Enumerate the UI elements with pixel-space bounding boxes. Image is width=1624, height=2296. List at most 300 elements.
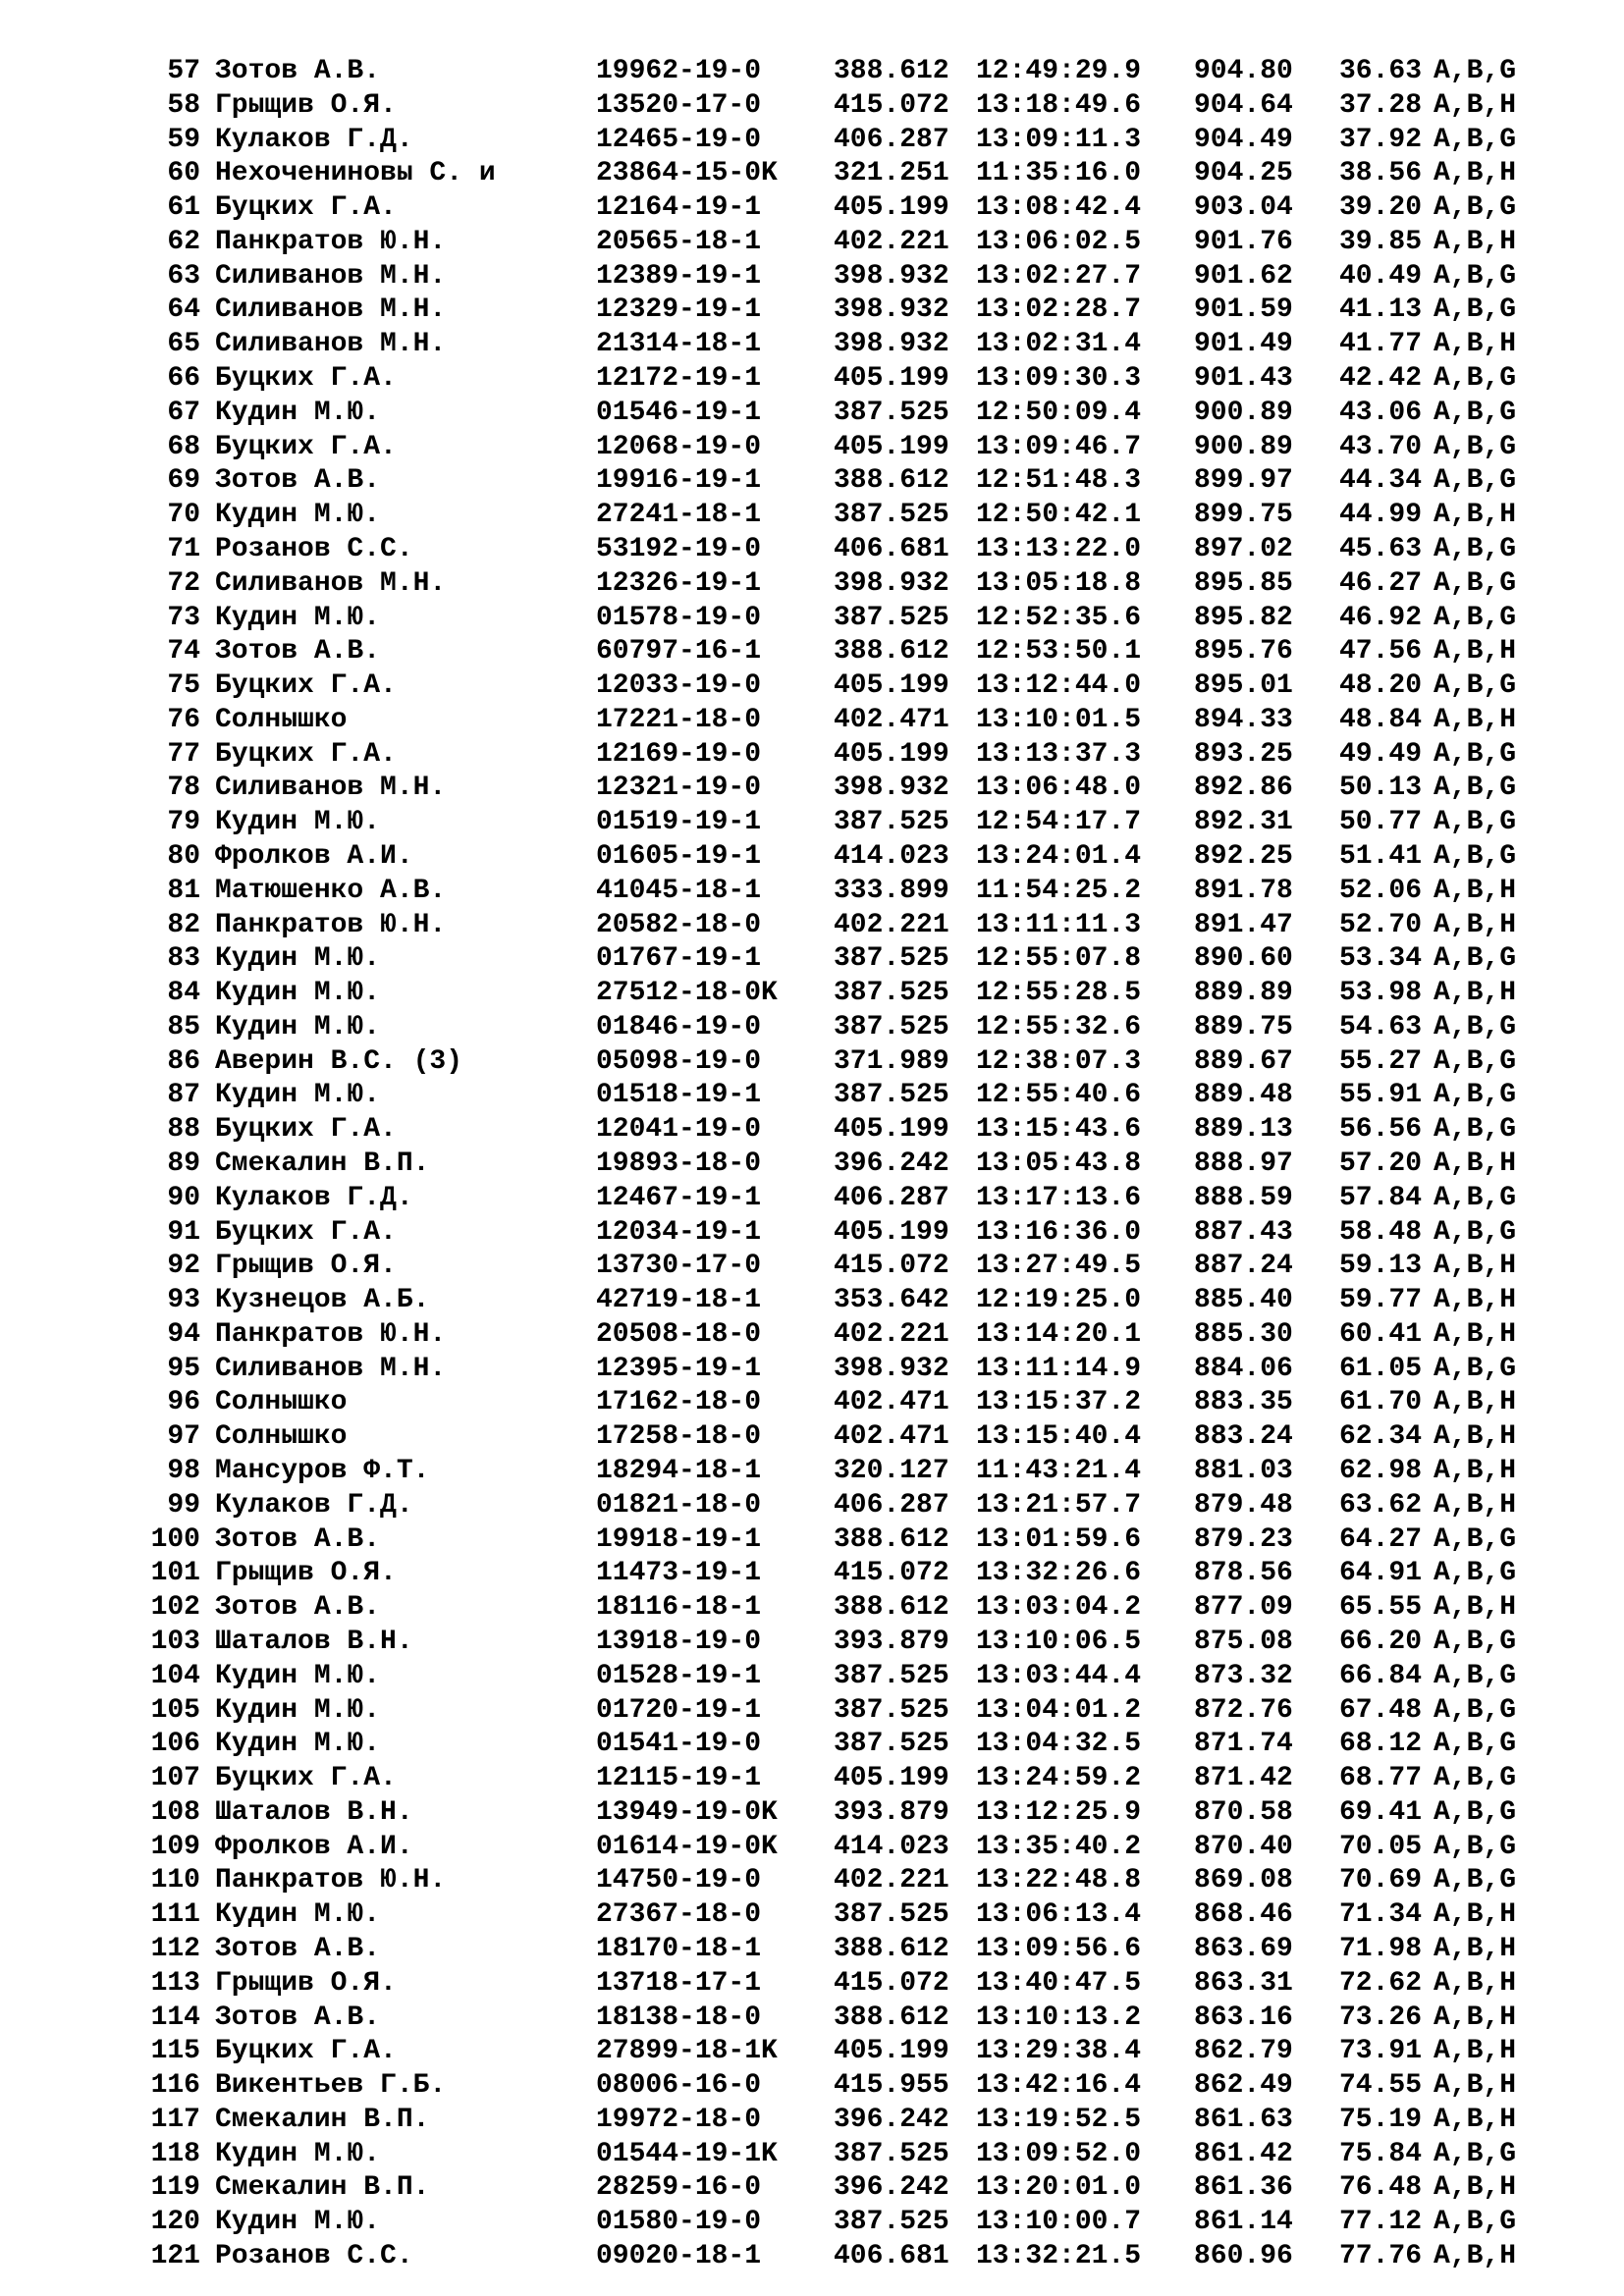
fancier-name-cell: Смекалин В.П. xyxy=(215,2104,430,2135)
place-cell: 87 xyxy=(167,1080,200,1111)
ring-number-cell: 12041-19-0 xyxy=(596,1114,762,1146)
arrival-time-cell: 13:11:11.3 xyxy=(976,909,1142,940)
speed-cell: 875.08 xyxy=(1194,1626,1293,1657)
table-row xyxy=(0,1762,1624,1796)
fancier-name-cell: Солнышко xyxy=(215,1421,348,1453)
table-row xyxy=(0,2138,1624,2172)
arrival-time-cell: 13:06:02.5 xyxy=(976,226,1142,257)
speed-cell: 901.59 xyxy=(1194,294,1293,326)
place-cell: 93 xyxy=(167,1285,200,1316)
table-row xyxy=(0,1967,1624,2002)
speed-cell: 889.67 xyxy=(1194,1045,1293,1077)
place-cell: 78 xyxy=(167,773,200,804)
table-row xyxy=(0,567,1624,602)
ring-number-cell: 13520-17-0 xyxy=(596,89,762,121)
ring-number-cell: 17258-18-0 xyxy=(596,1421,762,1453)
table-row xyxy=(0,1591,1624,1626)
points-cell: 41.77 xyxy=(1339,329,1423,360)
speed-cell: 863.31 xyxy=(1194,1967,1293,1999)
ring-number-cell: 14750-19-0 xyxy=(596,1865,762,1896)
speed-cell: 894.33 xyxy=(1194,704,1293,735)
ring-number-cell: 08006-16-0 xyxy=(596,2070,762,2102)
ring-number-cell: 12329-19-1 xyxy=(596,294,762,326)
fancier-name-cell: Смекалин В.П. xyxy=(215,1148,430,1179)
arrival-time-cell: 13:14:20.1 xyxy=(976,1318,1142,1350)
ring-number-cell: 27241-18-1 xyxy=(596,500,762,531)
category-cell: A,B,H xyxy=(1434,226,1517,257)
ring-number-cell: 12321-19-0 xyxy=(596,773,762,804)
speed-cell: 899.97 xyxy=(1194,465,1293,497)
table-row xyxy=(0,1557,1624,1591)
points-cell: 42.42 xyxy=(1339,363,1423,395)
fancier-name-cell: Буцких Г.А. xyxy=(215,363,397,395)
category-cell: A,B,G xyxy=(1434,670,1517,702)
table-row xyxy=(0,1864,1624,1898)
points-cell: 53.98 xyxy=(1339,978,1423,1009)
speed-cell: 883.35 xyxy=(1194,1387,1293,1418)
arrival-time-cell: 12:55:07.8 xyxy=(976,943,1142,975)
category-cell: A,B,G xyxy=(1434,56,1517,86)
table-row xyxy=(0,1148,1624,1182)
distance-cell: 402.221 xyxy=(834,1865,949,1896)
arrival-time-cell: 13:20:01.0 xyxy=(976,2172,1142,2204)
distance-cell: 405.199 xyxy=(834,192,949,224)
place-cell: 79 xyxy=(167,807,200,838)
points-cell: 37.28 xyxy=(1339,89,1423,121)
ring-number-cell: 19972-18-0 xyxy=(596,2104,762,2135)
fancier-name-cell: Кудин М.Ю. xyxy=(215,2138,381,2169)
ring-number-cell: 18294-18-1 xyxy=(596,1456,762,1487)
place-cell: 105 xyxy=(150,1694,200,1726)
arrival-time-cell: 12:49:29.9 xyxy=(976,56,1142,86)
speed-cell: 881.03 xyxy=(1194,1456,1293,1487)
arrival-time-cell: 13:35:40.2 xyxy=(976,1831,1142,1862)
ring-number-cell: 01767-19-1 xyxy=(596,943,762,975)
fancier-name-cell: Розанов С.С. xyxy=(215,2241,413,2271)
points-cell: 61.05 xyxy=(1339,1353,1423,1384)
points-cell: 37.92 xyxy=(1339,124,1423,155)
distance-cell: 415.955 xyxy=(834,2070,949,2102)
table-row xyxy=(0,1182,1624,1216)
category-cell: A,B,H xyxy=(1434,978,1517,1009)
fancier-name-cell: Буцких Г.А. xyxy=(215,1763,397,1794)
speed-cell: 885.40 xyxy=(1194,1285,1293,1316)
table-row xyxy=(0,977,1624,1011)
speed-cell: 887.43 xyxy=(1194,1216,1293,1248)
speed-cell: 863.16 xyxy=(1194,2002,1293,2033)
ring-number-cell: 20508-18-0 xyxy=(596,1318,762,1350)
arrival-time-cell: 13:05:43.8 xyxy=(976,1148,1142,1179)
arrival-time-cell: 13:06:13.4 xyxy=(976,1899,1142,1931)
place-cell: 99 xyxy=(167,1489,200,1521)
arrival-time-cell: 12:54:17.7 xyxy=(976,807,1142,838)
speed-cell: 884.06 xyxy=(1194,1353,1293,1384)
arrival-time-cell: 13:15:40.4 xyxy=(976,1421,1142,1453)
arrival-time-cell: 13:02:28.7 xyxy=(976,294,1142,326)
distance-cell: 402.221 xyxy=(834,226,949,257)
distance-cell: 388.612 xyxy=(834,56,949,86)
arrival-time-cell: 12:19:25.0 xyxy=(976,1285,1142,1316)
table-row xyxy=(0,1318,1624,1353)
category-cell: A,B,H xyxy=(1434,1933,1517,1964)
distance-cell: 388.612 xyxy=(834,636,949,667)
fancier-name-cell: Зотов А.В. xyxy=(215,1933,381,1964)
points-cell: 36.63 xyxy=(1339,56,1423,86)
category-cell: A,B,H xyxy=(1434,1592,1517,1624)
speed-cell: 900.89 xyxy=(1194,397,1293,428)
place-cell: 57 xyxy=(167,56,200,86)
fancier-name-cell: Буцких Г.А. xyxy=(215,1216,397,1248)
place-cell: 66 xyxy=(167,363,200,395)
category-cell: A,B,H xyxy=(1434,1318,1517,1350)
arrival-time-cell: 13:10:06.5 xyxy=(976,1626,1142,1657)
category-cell: A,B,G xyxy=(1434,1080,1517,1111)
points-cell: 49.49 xyxy=(1339,738,1423,770)
place-cell: 109 xyxy=(150,1831,200,1862)
speed-cell: 889.13 xyxy=(1194,1114,1293,1146)
distance-cell: 396.242 xyxy=(834,2172,949,2204)
distance-cell: 371.989 xyxy=(834,1045,949,1077)
place-cell: 116 xyxy=(150,2070,200,2102)
speed-cell: 862.79 xyxy=(1194,2036,1293,2067)
category-cell: A,B,H xyxy=(1434,1285,1517,1316)
distance-cell: 398.932 xyxy=(834,260,949,292)
points-cell: 69.41 xyxy=(1339,1796,1423,1828)
place-cell: 119 xyxy=(150,2172,200,2204)
category-cell: A,B,G xyxy=(1434,1216,1517,1248)
points-cell: 50.13 xyxy=(1339,773,1423,804)
arrival-time-cell: 13:10:01.5 xyxy=(976,704,1142,735)
place-cell: 118 xyxy=(150,2138,200,2169)
place-cell: 96 xyxy=(167,1387,200,1418)
ring-number-cell: 01546-19-1 xyxy=(596,397,762,428)
ring-number-cell: 12164-19-1 xyxy=(596,192,762,224)
table-row xyxy=(0,602,1624,636)
table-row xyxy=(0,1113,1624,1148)
fancier-name-cell: Кудин М.Ю. xyxy=(215,943,381,975)
fancier-name-cell: Смекалин В.П. xyxy=(215,2172,430,2204)
distance-cell: 415.072 xyxy=(834,1251,949,1282)
points-cell: 76.48 xyxy=(1339,2172,1423,2204)
place-cell: 115 xyxy=(150,2036,200,2067)
points-cell: 75.19 xyxy=(1339,2104,1423,2135)
arrival-time-cell: 13:02:27.7 xyxy=(976,260,1142,292)
category-cell: A,B,G xyxy=(1434,1694,1517,1726)
points-cell: 59.13 xyxy=(1339,1251,1423,1282)
speed-cell: 888.97 xyxy=(1194,1148,1293,1179)
place-cell: 107 xyxy=(150,1763,200,1794)
fancier-name-cell: Солнышко xyxy=(215,1387,348,1418)
place-cell: 70 xyxy=(167,500,200,531)
category-cell: A,B,G xyxy=(1434,260,1517,292)
fancier-name-cell: Панкратов Ю.Н. xyxy=(215,1865,447,1896)
category-cell: A,B,G xyxy=(1434,1011,1517,1042)
ring-number-cell: 13730-17-0 xyxy=(596,1251,762,1282)
speed-cell: 871.74 xyxy=(1194,1729,1293,1760)
fancier-name-cell: Кудин М.Ю. xyxy=(215,1080,381,1111)
fancier-name-cell: Кузнецов А.Б. xyxy=(215,1285,430,1316)
arrival-time-cell: 13:09:30.3 xyxy=(976,363,1142,395)
points-cell: 54.63 xyxy=(1339,1011,1423,1042)
table-row xyxy=(0,2171,1624,2206)
category-cell: A,B,G xyxy=(1434,1763,1517,1794)
category-cell: A,B,G xyxy=(1434,1831,1517,1862)
speed-cell: 861.63 xyxy=(1194,2104,1293,2135)
ring-number-cell: 19918-19-1 xyxy=(596,1523,762,1555)
arrival-time-cell: 13:21:57.7 xyxy=(976,1489,1142,1521)
ring-number-cell: 01528-19-1 xyxy=(596,1660,762,1691)
arrival-time-cell: 13:40:47.5 xyxy=(976,1967,1142,1999)
table-row xyxy=(0,1045,1624,1080)
place-cell: 121 xyxy=(150,2241,200,2271)
category-cell: A,B,H xyxy=(1434,909,1517,940)
distance-cell: 393.879 xyxy=(834,1796,949,1828)
ring-number-cell: 01578-19-0 xyxy=(596,602,762,633)
arrival-time-cell: 13:32:21.5 xyxy=(976,2241,1142,2271)
category-cell: A,B,H xyxy=(1434,2036,1517,2067)
speed-cell: 892.31 xyxy=(1194,807,1293,838)
table-row xyxy=(0,669,1624,704)
points-cell: 52.70 xyxy=(1339,909,1423,940)
fancier-name-cell: Кудин М.Ю. xyxy=(215,500,381,531)
speed-cell: 900.89 xyxy=(1194,431,1293,462)
category-cell: A,B,G xyxy=(1434,1865,1517,1896)
arrival-time-cell: 13:13:22.0 xyxy=(976,533,1142,564)
points-cell: 55.27 xyxy=(1339,1045,1423,1077)
fancier-name-cell: Панкратов Ю.Н. xyxy=(215,909,447,940)
category-cell: A,B,G xyxy=(1434,943,1517,975)
place-cell: 117 xyxy=(150,2104,200,2135)
place-cell: 90 xyxy=(167,1182,200,1213)
distance-cell: 405.199 xyxy=(834,431,949,462)
category-cell: A,B,H xyxy=(1434,500,1517,531)
speed-cell: 895.85 xyxy=(1194,567,1293,599)
table-row xyxy=(0,1386,1624,1420)
table-row xyxy=(0,1353,1624,1387)
speed-cell: 897.02 xyxy=(1194,533,1293,564)
points-cell: 61.70 xyxy=(1339,1387,1423,1418)
distance-cell: 396.242 xyxy=(834,2104,949,2135)
distance-cell: 387.525 xyxy=(834,1080,949,1111)
arrival-time-cell: 13:11:14.9 xyxy=(976,1353,1142,1384)
points-cell: 58.48 xyxy=(1339,1216,1423,1248)
place-cell: 64 xyxy=(167,294,200,326)
speed-cell: 885.30 xyxy=(1194,1318,1293,1350)
category-cell: A,B,G xyxy=(1434,1523,1517,1555)
place-cell: 86 xyxy=(167,1045,200,1077)
fancier-name-cell: Грыщив О.Я. xyxy=(215,1251,397,1282)
place-cell: 111 xyxy=(150,1899,200,1931)
place-cell: 65 xyxy=(167,329,200,360)
points-cell: 48.84 xyxy=(1339,704,1423,735)
points-cell: 64.91 xyxy=(1339,1558,1423,1589)
speed-cell: 863.69 xyxy=(1194,1933,1293,1964)
category-cell: A,B,G xyxy=(1434,1045,1517,1077)
speed-cell: 904.49 xyxy=(1194,124,1293,155)
table-row xyxy=(0,840,1624,875)
fancier-name-cell: Аверин В.С. (3) xyxy=(215,1045,463,1077)
distance-cell: 387.525 xyxy=(834,397,949,428)
arrival-time-cell: 12:51:48.3 xyxy=(976,465,1142,497)
arrival-time-cell: 11:35:16.0 xyxy=(976,158,1142,189)
arrival-time-cell: 13:27:49.5 xyxy=(976,1251,1142,1282)
speed-cell: 895.82 xyxy=(1194,602,1293,633)
category-cell: A,B,G xyxy=(1434,431,1517,462)
arrival-time-cell: 13:05:18.8 xyxy=(976,567,1142,599)
table-row xyxy=(0,2206,1624,2240)
table-row xyxy=(0,1455,1624,1489)
distance-cell: 388.612 xyxy=(834,1933,949,1964)
place-cell: 58 xyxy=(167,89,200,121)
distance-cell: 405.199 xyxy=(834,738,949,770)
distance-cell: 398.932 xyxy=(834,567,949,599)
ring-number-cell: 01519-19-1 xyxy=(596,807,762,838)
arrival-time-cell: 13:19:52.5 xyxy=(976,2104,1142,2135)
distance-cell: 320.127 xyxy=(834,1456,949,1487)
ring-number-cell: 01518-19-1 xyxy=(596,1080,762,1111)
arrival-time-cell: 13:02:31.4 xyxy=(976,329,1142,360)
points-cell: 50.77 xyxy=(1339,807,1423,838)
points-cell: 66.84 xyxy=(1339,1660,1423,1691)
distance-cell: 414.023 xyxy=(834,840,949,872)
place-cell: 75 xyxy=(167,670,200,702)
category-cell: A,B,G xyxy=(1434,1729,1517,1760)
ring-number-cell: 11473-19-1 xyxy=(596,1558,762,1589)
table-row xyxy=(0,1728,1624,1762)
distance-cell: 387.525 xyxy=(834,2138,949,2169)
arrival-time-cell: 13:12:44.0 xyxy=(976,670,1142,702)
category-cell: A,B,G xyxy=(1434,602,1517,633)
arrival-time-cell: 11:43:21.4 xyxy=(976,1456,1142,1487)
table-row xyxy=(0,1796,1624,1831)
points-cell: 47.56 xyxy=(1339,636,1423,667)
fancier-name-cell: Грыщив О.Я. xyxy=(215,89,397,121)
ring-number-cell: 12068-19-0 xyxy=(596,431,762,462)
fancier-name-cell: Силиванов М.Н. xyxy=(215,567,447,599)
place-cell: 100 xyxy=(150,1523,200,1555)
speed-cell: 887.24 xyxy=(1194,1251,1293,1282)
table-row xyxy=(0,1694,1624,1729)
distance-cell: 398.932 xyxy=(834,329,949,360)
ring-number-cell: 12115-19-1 xyxy=(596,1763,762,1794)
points-cell: 45.63 xyxy=(1339,533,1423,564)
table-row xyxy=(0,635,1624,669)
category-cell: A,B,G xyxy=(1434,567,1517,599)
category-cell: A,B,H xyxy=(1434,636,1517,667)
place-cell: 83 xyxy=(167,943,200,975)
fancier-name-cell: Кудин М.Ю. xyxy=(215,1011,381,1042)
category-cell: A,B,G xyxy=(1434,192,1517,224)
ring-number-cell: 13949-19-0K xyxy=(596,1796,778,1828)
speed-cell: 861.36 xyxy=(1194,2172,1293,2204)
distance-cell: 402.221 xyxy=(834,909,949,940)
fancier-name-cell: Викентьев Г.Б. xyxy=(215,2070,447,2102)
distance-cell: 387.525 xyxy=(834,943,949,975)
distance-cell: 405.199 xyxy=(834,1216,949,1248)
arrival-time-cell: 13:22:48.8 xyxy=(976,1865,1142,1896)
points-cell: 71.98 xyxy=(1339,1933,1423,1964)
table-row xyxy=(0,1216,1624,1251)
place-cell: 103 xyxy=(150,1626,200,1657)
place-cell: 59 xyxy=(167,124,200,155)
arrival-time-cell: 13:16:36.0 xyxy=(976,1216,1142,1248)
speed-cell: 873.32 xyxy=(1194,1660,1293,1691)
distance-cell: 415.072 xyxy=(834,1967,949,1999)
ring-number-cell: 27899-18-1K xyxy=(596,2036,778,2067)
table-row xyxy=(0,328,1624,362)
distance-cell: 406.681 xyxy=(834,533,949,564)
category-cell: A,B,G xyxy=(1434,465,1517,497)
distance-cell: 402.471 xyxy=(834,1387,949,1418)
category-cell: A,B,H xyxy=(1434,89,1517,121)
fancier-name-cell: Буцких Г.А. xyxy=(215,670,397,702)
fancier-name-cell: Зотов А.В. xyxy=(215,56,381,86)
distance-cell: 398.932 xyxy=(834,773,949,804)
place-cell: 98 xyxy=(167,1456,200,1487)
speed-cell: 901.43 xyxy=(1194,363,1293,395)
points-cell: 56.56 xyxy=(1339,1114,1423,1146)
points-cell: 59.77 xyxy=(1339,1285,1423,1316)
place-cell: 85 xyxy=(167,1011,200,1042)
arrival-time-cell: 12:53:50.1 xyxy=(976,636,1142,667)
speed-cell: 879.48 xyxy=(1194,1489,1293,1521)
speed-cell: 889.48 xyxy=(1194,1080,1293,1111)
distance-cell: 353.642 xyxy=(834,1285,949,1316)
table-row xyxy=(0,875,1624,909)
speed-cell: 895.01 xyxy=(1194,670,1293,702)
ring-number-cell: 17162-18-0 xyxy=(596,1387,762,1418)
arrival-time-cell: 13:06:48.0 xyxy=(976,773,1142,804)
table-row xyxy=(0,1933,1624,1967)
ring-number-cell: 12034-19-1 xyxy=(596,1216,762,1248)
place-cell: 71 xyxy=(167,533,200,564)
points-cell: 70.05 xyxy=(1339,1831,1423,1862)
fancier-name-cell: Силиванов М.Н. xyxy=(215,260,447,292)
table-row xyxy=(0,226,1624,260)
table-row xyxy=(0,1250,1624,1284)
distance-cell: 387.525 xyxy=(834,602,949,633)
points-cell: 57.20 xyxy=(1339,1148,1423,1179)
points-cell: 68.12 xyxy=(1339,1729,1423,1760)
distance-cell: 398.932 xyxy=(834,294,949,326)
distance-cell: 387.525 xyxy=(834,1011,949,1042)
speed-cell: 877.09 xyxy=(1194,1592,1293,1624)
ring-number-cell: 12389-19-1 xyxy=(596,260,762,292)
category-cell: A,B,H xyxy=(1434,1148,1517,1179)
speed-cell: 870.40 xyxy=(1194,1831,1293,1862)
distance-cell: 333.899 xyxy=(834,875,949,906)
distance-cell: 405.199 xyxy=(834,363,949,395)
ring-number-cell: 05098-19-0 xyxy=(596,1045,762,1077)
points-cell: 77.76 xyxy=(1339,2241,1423,2271)
arrival-time-cell: 12:38:07.3 xyxy=(976,1045,1142,1077)
table-row xyxy=(0,1831,1624,1865)
fancier-name-cell: Кулаков Г.Д. xyxy=(215,1489,413,1521)
fancier-name-cell: Зотов А.В. xyxy=(215,465,381,497)
category-cell: A,B,G xyxy=(1434,1353,1517,1384)
place-cell: 73 xyxy=(167,602,200,633)
ring-number-cell: 12395-19-1 xyxy=(596,1353,762,1384)
table-row xyxy=(0,499,1624,533)
table-row xyxy=(0,260,1624,294)
results-table xyxy=(0,55,1624,2274)
speed-cell: 904.80 xyxy=(1194,56,1293,86)
speed-cell: 872.76 xyxy=(1194,1694,1293,1726)
fancier-name-cell: Грыщив О.Я. xyxy=(215,1558,397,1589)
table-row xyxy=(0,157,1624,191)
points-cell: 77.12 xyxy=(1339,2207,1423,2238)
speed-cell: 904.25 xyxy=(1194,158,1293,189)
